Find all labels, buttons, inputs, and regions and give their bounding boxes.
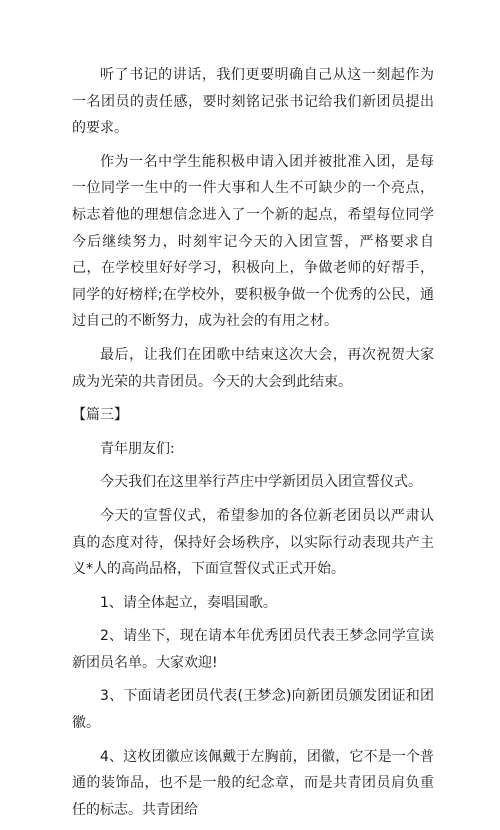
paragraph-ceremony-expectations: 今天的宣誓仪式，希望参加的各位新老团员以严肃认真的态度对待，保持好会场秩序，以实际行动表现共产主义*人的高尚品格，下面宣誓仪式正式开始。	[72, 507, 434, 578]
paragraph-joining-league: 作为一名中学生能积极申请入团并被批准入团，是每一位同学一生中的一件大事和人生不可缺少的一个亮点，标志着他的理想信念进入了一个新的起点，希望每位同学今后继续努力，时刻牢记今天的入团宣誓，严格要求自己，在学校里好好学习，积极向上，争做老师的好帮手，同学的好榜样;在学校外，要积极争做一个优秀的公民，通过自己的不断努力，成为社会的有用之材。	[72, 153, 434, 330]
paragraph-step-2: 2、请坐下，现在请本年优秀团员代表王梦念同学宣读新团员名单。大家欢迎!	[72, 628, 434, 671]
paragraph-responsibility: 听了书记的讲话，我们更要明确自己从这一刻起作为一名团员的责任感，要时刻铭记张书记给我们新团员提出的要求。	[72, 67, 434, 137]
paragraph-step-1: 1、请全体起立，奏唱国歌。	[100, 594, 277, 611]
paragraph-step-4: 4、这枚团徽应该佩戴于左胸前，团徽，它不是一个普通的装饰品，也不是一般的纪念章，而是共青团员肩负重任的标志。共青团给	[72, 748, 434, 818]
paragraph-closing: 最后，让我们在团歌中结束这次大会，再次祝贺大家成为光荣的共青团员。今天的大会到此结束。	[72, 346, 434, 390]
paragraph-step-3: 3、下面请老团员代表(王梦念)向新团员颁发团证和团徽。	[72, 688, 434, 732]
paragraph-ceremony-intro: 今天我们在这里举行芦庄中学新团员入团宣誓仪式。	[100, 474, 422, 491]
section-heading: 【篇三】	[72, 407, 128, 424]
document-body	[72, 62, 434, 830]
paragraph-greeting: 青年朋友们:	[100, 440, 175, 457]
